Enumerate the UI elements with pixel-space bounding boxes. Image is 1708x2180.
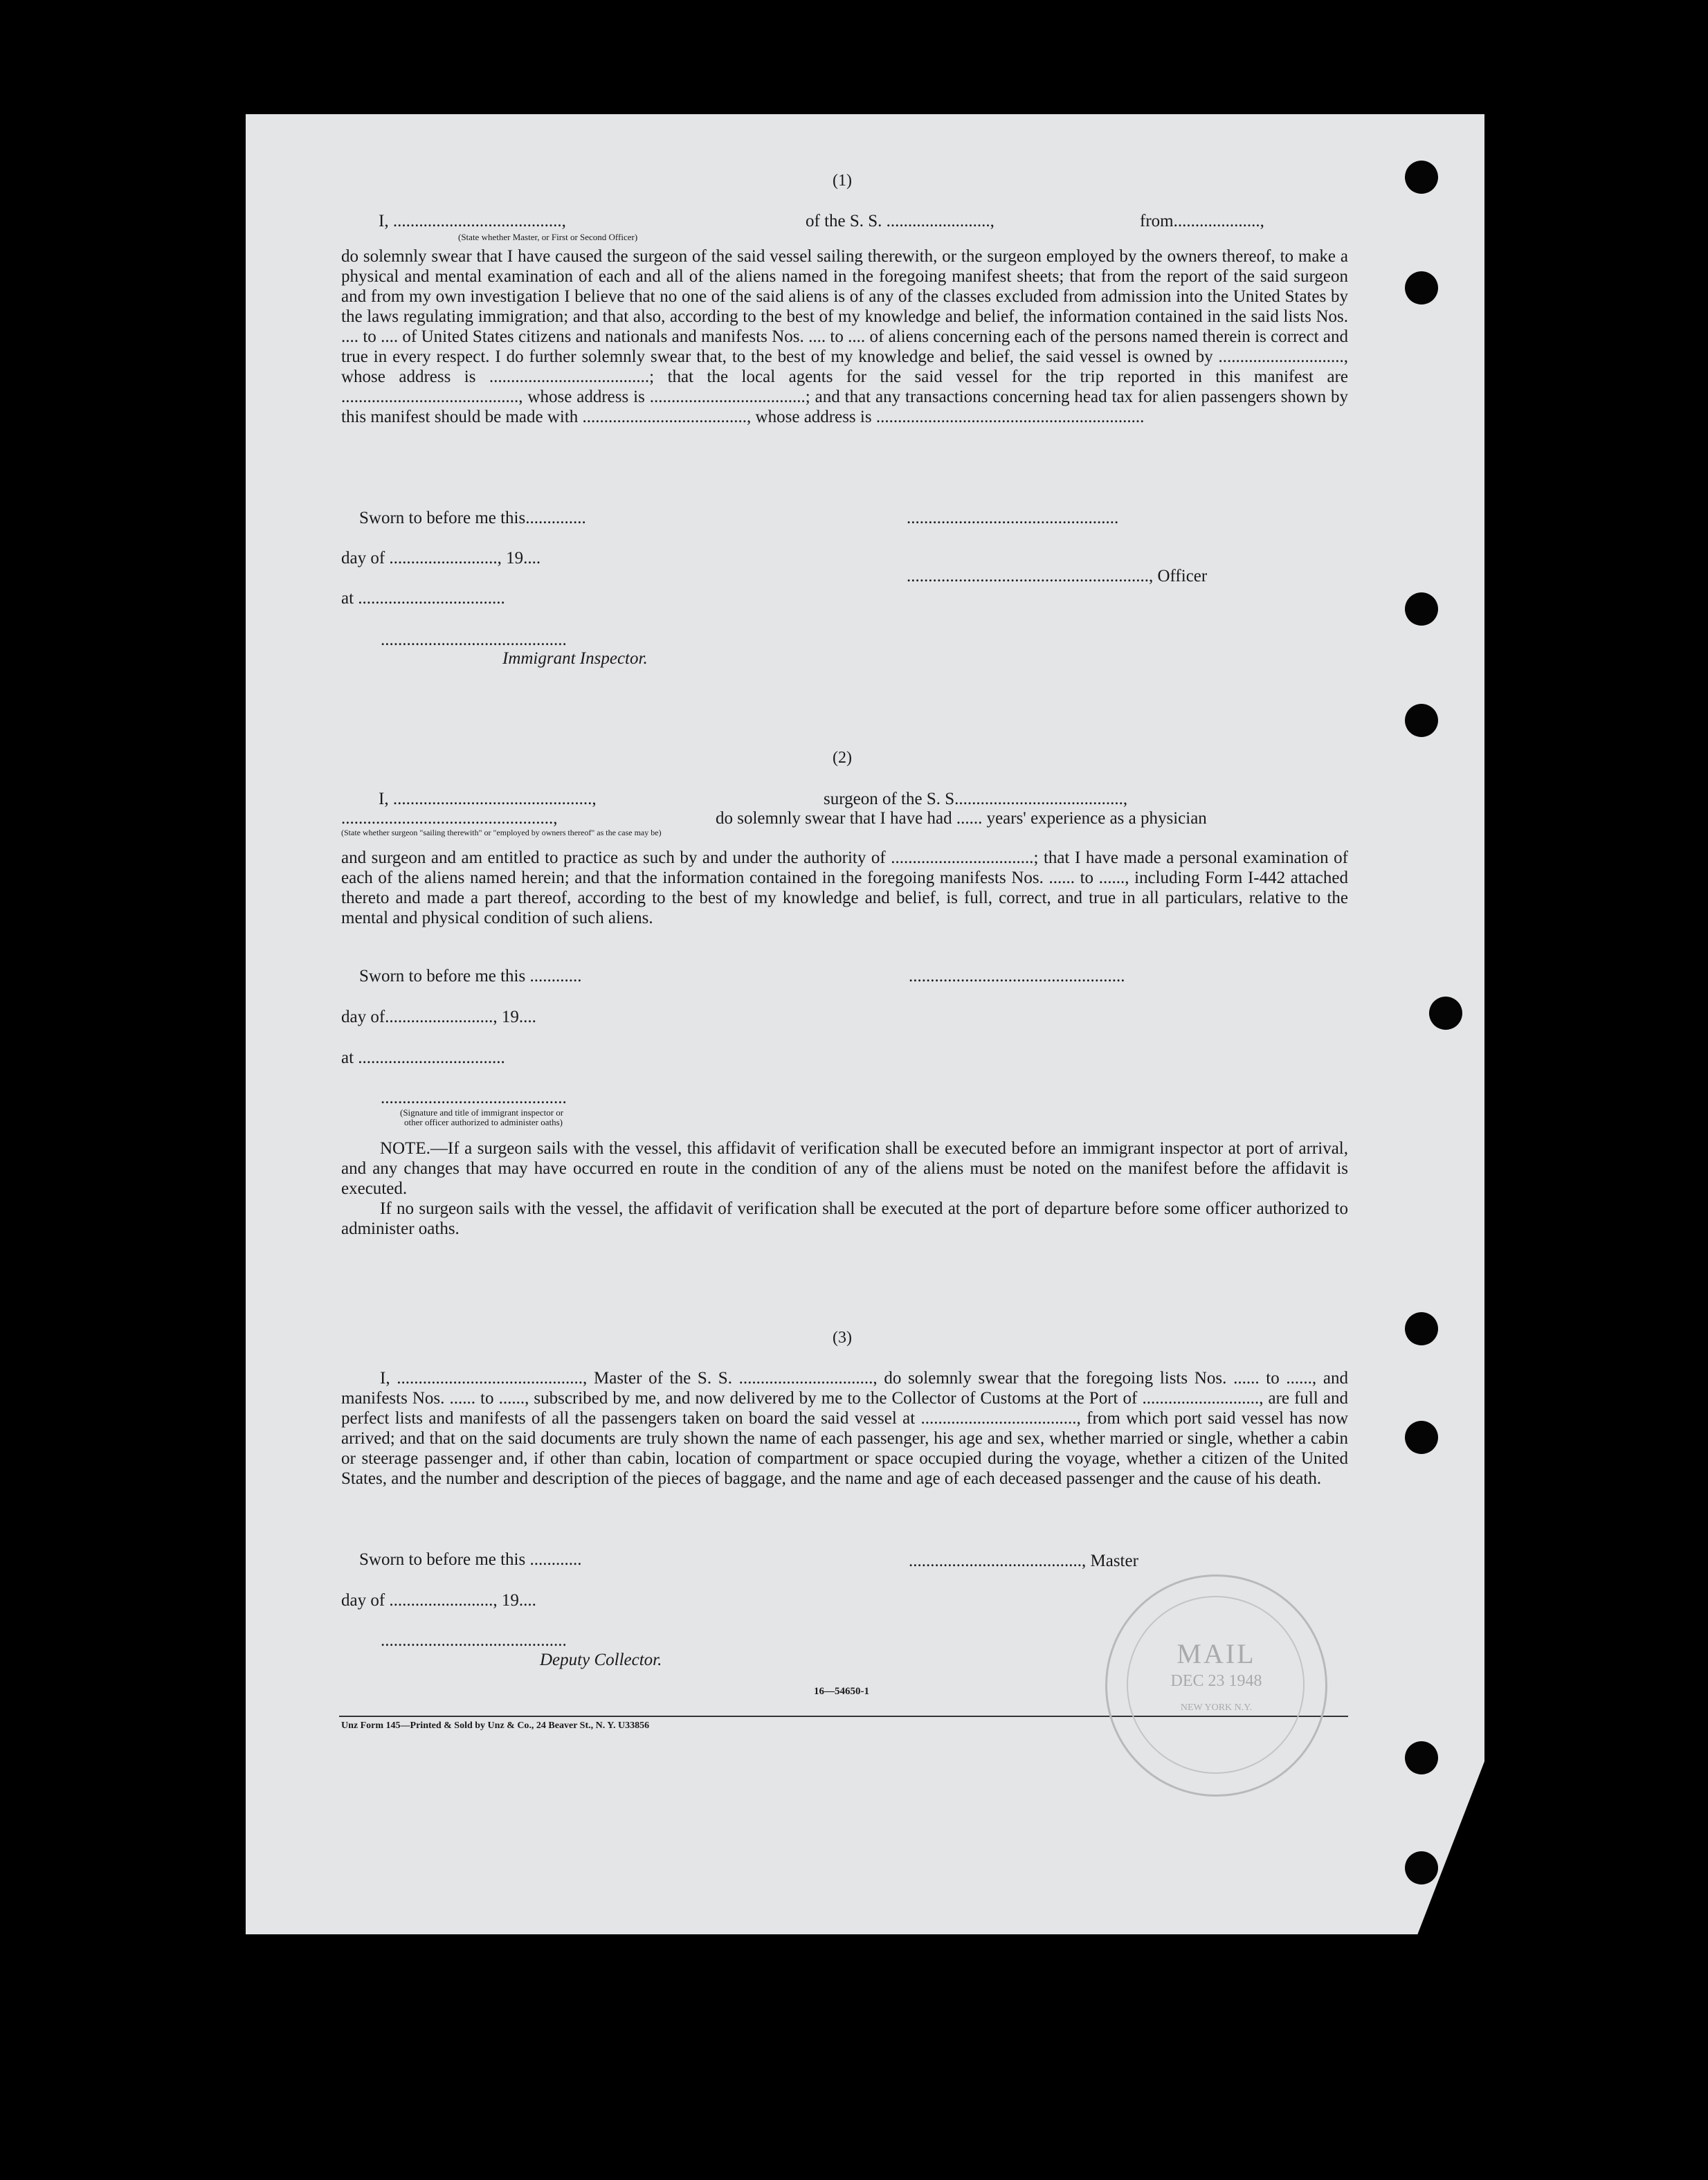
- mail-received-stamp: [1105, 1574, 1327, 1797]
- section-2-line2-dots: .................................................,: [341, 809, 558, 828]
- section-1-oath-text: do solemnly swear that I have caused the surgeon of the said vessel sailing therewith, or the surgeon employed by the owners thereof, to make a physical and mental examination of each and all of the aliens named in the foregoing manifest sheets; that from the report of the said surgeon and from my own investigation I believe that no one of the said aliens is of any of the classes excluded from admission into the United States by the laws regulating immigration; and that also, according to the best of my knowledge and belief, the information contained in the said lists Nos. .... to .... of United States citizens and nationals and manifests Nos. .... to .... of aliens concerning each of the persons named therein is correct and true in every respect. I do further solemnly swear that, to the best of my knowledge and belief, the said vessel is owned by ............................., whose address is .....................................; that the local agents for the said vessel for the trip reported in this manifest are ........................................., whose address is ....................................; and that any transactions concerning head tax for alien passengers shown by this manifest should be made with ......................................, whose address is ..............................................................: [341, 247, 1348, 426]
- section-3-sworn: Sworn to before me this ............: [359, 1550, 582, 1569]
- section-2-note-paragraph-1: NOTE.—If a surgeon sails with the vessel, this affidavit of verification shall be executed before an immigrant inspector at port of arrival, and any changes that may have occurred en route in the condition of any of the aliens must be noted on the manifest before the affidavit is executed.: [341, 1139, 1348, 1198]
- section-2-sworn: Sworn to before me this ............: [359, 967, 582, 985]
- stamp-date: DEC 23 1948: [1170, 1672, 1262, 1690]
- section-3-signature-line: ...........................................: [381, 1631, 567, 1650]
- section-2-signature-note-1: (Signature and title of immigrant inspector or: [400, 1107, 564, 1118]
- section-1-signature-line: ...........................................: [381, 630, 567, 649]
- binder-hole: [1429, 997, 1462, 1030]
- section-1-day: day of ........................., 19....: [341, 549, 541, 567]
- section-2-at: at ..................................: [341, 1048, 505, 1067]
- section-2-line1-vessel: surgeon of the S. S.......................................,: [824, 790, 1128, 808]
- section-3-number: (3): [833, 1329, 852, 1347]
- section-1-note: (State whether Master, or First or Second Officer): [458, 232, 638, 242]
- section-1-inspector: Immigrant Inspector.: [502, 649, 648, 668]
- section-2-note-block: [341, 1138, 1348, 1239]
- binder-hole: [1405, 271, 1438, 305]
- binder-hole: [1405, 1421, 1438, 1454]
- section-1-officer-line: .................................................: [907, 509, 1119, 527]
- section-3-collector: Deputy Collector.: [540, 1651, 662, 1669]
- section-2-signature-right: ..................................................: [909, 967, 1125, 985]
- section-3-day: day of ........................, 19....: [341, 1591, 536, 1610]
- section-1-line1-name: I, .......................................,: [379, 212, 566, 230]
- section-2-day: day of........................., 19....: [341, 1008, 536, 1026]
- stamp-location: NEW YORK N.Y.: [1180, 1702, 1253, 1713]
- section-1-sworn: Sworn to before me this..............: [359, 509, 586, 527]
- binder-hole: [1405, 592, 1438, 626]
- section-1-number: (1): [833, 172, 852, 190]
- section-3-master: ........................................, Master: [909, 1552, 1138, 1570]
- section-2-line2-experience: do solemnly swear that I have had ...... years' experience as a physician: [716, 809, 1207, 828]
- section-2-note-paragraph-2: If no surgeon sails with the vessel, the affidavit of verification shall be executed at the port of departure before some officer authorized to administer oaths.: [341, 1199, 1348, 1238]
- section-2-line1-name: I, ..............................................,: [379, 790, 597, 808]
- binder-hole: [1405, 1312, 1438, 1345]
- binder-hole: [1405, 1851, 1438, 1884]
- form-number: 16—54650-1: [814, 1686, 869, 1697]
- section-1-oath: [341, 246, 1348, 427]
- stamp-mail: MAIL: [1176, 1638, 1256, 1669]
- section-3-oath-text: I, ..........................................., Master of the S. S. ..............................., do solemnly swear that the foregoing lists Nos. ...... to ......, and manifests Nos. ...... to ......, subscribed by me, and now delivered by me to the Collector of Customs at the Port of ..........................., are full and perfect lists and manifests of all the passengers taken on board the said vessel at ...................................., from which port said vessel has now arrived; and that on the said documents are truly shown the name of each passenger, his age and sex, whether married or single, whether a cabin or steerage passenger and, if other than cabin, location of compartment or space occupied during the voyage, whether a citizen of the United States, and the number and description of the pieces of baggage, and the name and age of each deceased passenger and the cause of his death.: [341, 1369, 1348, 1488]
- printer-footer: Unz Form 145—Printed & Sold by Unz & Co., 24 Beaver St., N. Y. U33856: [341, 1720, 650, 1731]
- section-2-oath: [341, 848, 1348, 928]
- section-1-line1-vessel: of the S. S. ........................,: [806, 212, 994, 230]
- section-1-line1-from: from....................,: [1140, 212, 1264, 230]
- section-2-note: (State whether surgeon "sailing therewith" or "employed by owners thereof" as the case may be): [341, 828, 662, 837]
- section-2-number: (2): [833, 749, 852, 767]
- binder-hole: [1405, 704, 1438, 737]
- section-3-oath: [341, 1368, 1348, 1489]
- section-1-officer: ........................................................, Officer: [907, 567, 1208, 585]
- binder-hole: [1405, 1741, 1438, 1774]
- section-2-signature-line: ...........................................: [381, 1089, 567, 1107]
- section-1-at: at ..................................: [341, 589, 505, 608]
- binder-hole: [1405, 161, 1438, 194]
- section-2-oath-text: and surgeon and am entitled to practice as such by and under the authority of .................................; that I have made a personal examination of each of the aliens named herein; and that the information contained in the foregoing manifests Nos. ...... to ......, including Form I-442 attached thereto and made a part thereof, according to the best of my knowledge and belief, is full, correct, and true in all particulars, relative to the mental and physical condition of such aliens.: [341, 848, 1348, 927]
- section-2-signature-note-2: other officer authorized to administer oaths): [404, 1117, 563, 1127]
